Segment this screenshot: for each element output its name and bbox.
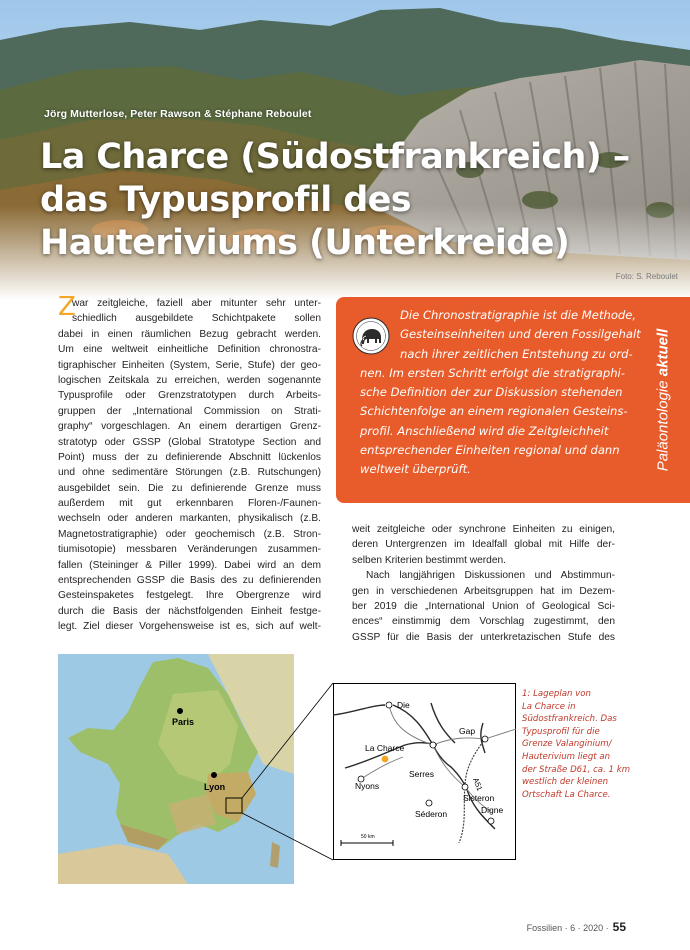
place-sisteron: Sisteron <box>463 793 495 803</box>
france-relief-map <box>58 654 294 884</box>
text-line: fallen (Steininger & Piller 1999). Dabei wird an dem <box>58 559 321 571</box>
text-line: graphy“ vorgeschlagen. An einem derartigen Grenz- <box>58 421 321 433</box>
place-sederon: Séderon <box>415 809 448 819</box>
place-nyons: Nyons <box>355 781 380 791</box>
page-number: 55 <box>612 920 626 934</box>
photo-credit: Foto: S. Reboulet <box>615 272 678 281</box>
text-line: Um eine weltweit einheitliche Definition chronostra- <box>58 344 321 356</box>
drop-cap: Z <box>58 292 76 322</box>
section-label-bold: aktuell <box>654 328 672 377</box>
figure-caption <box>522 688 672 801</box>
text-line: und ohne sedimentäre Störungen (z.B. Rutschungen) <box>58 467 321 479</box>
paris-label: Paris <box>172 717 195 727</box>
text-line: ber 2019 die „International Union of Geological Sci- <box>352 600 615 612</box>
place-gap: Gap <box>459 726 476 736</box>
text-line: entsprechenden GSSP die Basis des zu definierenden <box>58 575 321 587</box>
caption-line: der Straße D61, ca. 1 km <box>522 764 631 775</box>
text-line: logischen Zeitskala zu erreichen, werden sogenannte <box>58 374 321 386</box>
text-line: Typusprofile oder Grenzstratotypen durch Arbeits- <box>58 390 321 402</box>
lyon-marker <box>211 772 217 778</box>
text-line: ausgebildet sein. Die zu definierende Grenze muss <box>58 482 321 494</box>
place-die: Die <box>397 700 410 710</box>
paris-marker <box>177 708 183 714</box>
definition-text <box>360 306 641 480</box>
text-line: nach ihrer zeitlichen Entstehung zu ord- <box>400 346 633 361</box>
text-line: außerdem mit gut erkennbaren Floren-/Faunen- <box>58 498 321 510</box>
text-line: dabei in einen räumlichen Bezug gebracht werden. <box>58 328 321 340</box>
section-label <box>655 329 672 472</box>
caption-line: 1: Lageplan von <box>522 689 591 699</box>
text-line: Schichtenfolge an einem regionalen Gesteins- <box>360 404 628 419</box>
text-line: tiumisotopie) messbaren Veränderungen zusammen- <box>58 544 321 556</box>
caption-line: Hauterivium liegt an <box>522 751 611 762</box>
text-line: gruppen der „International Commission on Strati- <box>58 405 321 417</box>
text-line: durch die Basis der nächstfolgenden Einheit festge- <box>58 605 321 617</box>
caption-line: La Charce in <box>522 701 576 712</box>
lyon-label: Lyon <box>204 782 226 792</box>
text-line: Gesteinseinheiten und deren Fossilgehalt <box>400 327 641 342</box>
caption-line: Typusprofil für die <box>522 726 600 737</box>
text-line: gen in verschiedenen Arbeitsgruppen hat im Dezem- <box>352 585 615 597</box>
place-serres: Serres <box>409 769 435 779</box>
caption-line: Ortschaft La Charce. <box>522 789 611 800</box>
body-column-1 <box>58 296 321 635</box>
text-line: ences“ einstimmig dem Vorschlag zugestimmt, den <box>352 616 615 628</box>
caption-line: Grenze Valanginium/ <box>522 739 612 750</box>
scale-label: 50 km <box>361 834 375 840</box>
article-title <box>40 136 630 265</box>
place-a51: A51 <box>471 776 485 793</box>
text-line: selben Kriterien bestimmt werden. <box>352 554 507 566</box>
place-digne: Digne <box>481 805 504 815</box>
text-line: entsprechender Einheiten regional und dann <box>360 443 620 458</box>
text-line: Die Chronostratigraphie ist die Methode, <box>400 308 637 322</box>
hero-photo <box>0 0 690 300</box>
text-line: Point) muss der zu definierende Abschnitt lückenlos <box>58 451 321 463</box>
text-line: profil. Anschließend wird die Zeitgleichheit <box>360 423 609 438</box>
text-line: sche Definition der zur Diskussion stehenden <box>360 385 623 400</box>
text-line: weit zeitgleiche oder synchrone Einheiten zu einigen, <box>352 524 615 535</box>
page-footer <box>527 920 626 934</box>
text-line: nen. Im ersten Schritt erfolgt die stratigraphi- <box>360 365 625 380</box>
article-authors: Jörg Mutterlose, Peter Rawson & Stéphane Reboulet <box>44 108 312 120</box>
text-line: Gesteinspaketes festgelegt. Ihre Obergrenze wird <box>58 590 321 602</box>
text-line: war zeitgleiche, faziell aber mitunter sehr unter- <box>72 298 321 309</box>
text-line: GSSP für die Basis der unterkretazischen Stufe des <box>352 631 615 643</box>
text-line: Nach langjährigen Diskussionen und Abstimmun- <box>366 570 615 582</box>
text-line: legt. Ziel dieser Vorgehensweise ist es, sich auf welt- <box>58 621 321 633</box>
title-line: das Typusprofil des <box>40 180 412 220</box>
caption-line: westlich der kleinen <box>522 777 609 788</box>
caption-line: Südostfrankreich. Das <box>522 714 617 725</box>
text-line: wechseln oder anderen markanten, physikalisch (z.B. <box>58 513 321 525</box>
text-line: deren Untergrenzen im Idealfall global mit Hilfe der- <box>352 539 615 551</box>
detail-location-map <box>333 683 516 860</box>
text-line: tigraphischer Einheiten (System, Serie, Stufe) der geo- <box>58 359 321 371</box>
journal-issue: Fossilien · 6 · 2020 · <box>526 923 609 933</box>
text-line: weltweit überprüft. <box>360 462 471 477</box>
text-line: stratotyp oder GSSP (Global Stratotype Section and <box>58 436 321 448</box>
title-line: La Charce (Südostfrankreich) – <box>40 137 630 177</box>
title-line: Hauteriviums (Unterkreide) <box>40 223 570 263</box>
text-line: schiedlich ausgebildete Schichtpakete sollen <box>72 313 321 325</box>
text-line: Magnetostratigraphie) oder geochemisch (z.B. Stron- <box>58 528 321 540</box>
place-la-charce: La Charce <box>365 743 405 753</box>
body-column-2 <box>352 522 615 645</box>
section-label-prefix: Paläontologie <box>654 376 672 472</box>
